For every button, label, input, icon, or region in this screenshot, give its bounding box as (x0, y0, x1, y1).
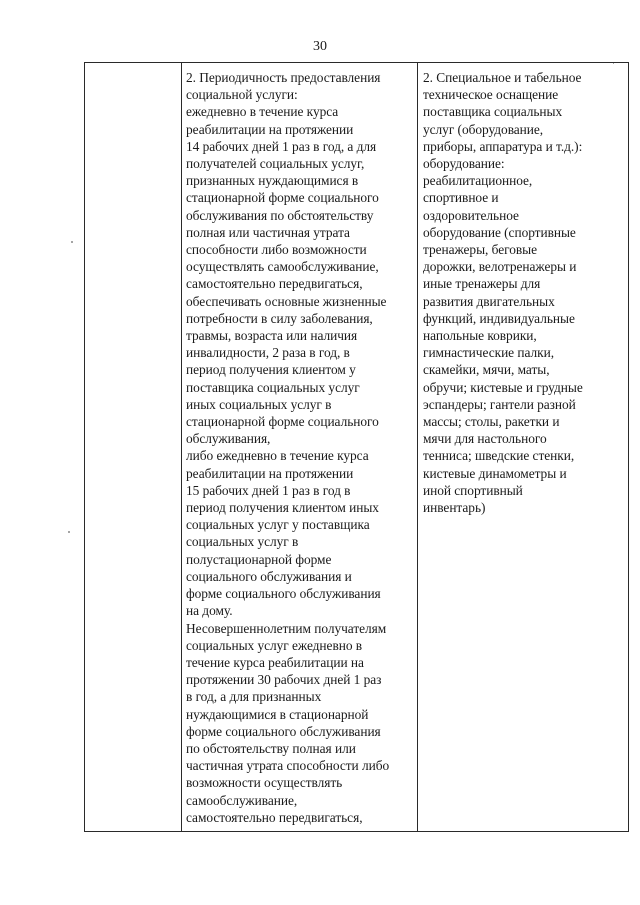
equipment-line: 2. Специальное и табельное (423, 70, 582, 85)
equipment-line: тренажеры, беговые (423, 242, 537, 258)
periodicity-line: частичная утрата способности либо (186, 758, 390, 774)
page-number: 30 (313, 39, 327, 54)
equipment-text (418, 63, 628, 516)
periodicity-line: социальных услуг у поставщика (186, 517, 370, 533)
periodicity-line: на дому. (186, 603, 233, 619)
periodicity-line: форме социального обслуживания (186, 586, 381, 602)
equipment-line: иной спортивный (423, 482, 523, 498)
periodicity-line: социальной услуги: (186, 87, 298, 103)
periodicity-line: ежедневно в течение курса (186, 104, 339, 120)
periodicity-line: обслуживания по обстоятельству (186, 207, 374, 223)
equipment-line: массы; столы, ракетки и (423, 414, 560, 430)
periodicity-line: признанных нуждающимися в (186, 173, 359, 189)
equipment-line: тенниса; шведские стенки, (423, 448, 575, 464)
periodicity-text (182, 63, 417, 826)
periodicity-line: реабилитации на протяжении (186, 121, 354, 137)
periodicity-line: социальных услуг ежедневно в (186, 637, 363, 653)
table-cell-equipment (418, 63, 629, 832)
periodicity-line: обеспечивать основные жизненные (186, 293, 387, 309)
periodicity-line: потребности в силу заболевания, (186, 310, 373, 326)
equipment-line: оборудование: (423, 156, 505, 172)
equipment-line: гимнастические палки, (423, 345, 554, 361)
periodicity-line: период получения клиентом иных (186, 500, 379, 516)
equipment-line: кистевые динамометры и (423, 465, 567, 481)
periodicity-line: осуществлять самообслуживание, (186, 259, 379, 275)
periodicity-line: стационарной форме социального (186, 414, 379, 430)
scan-speck (613, 63, 614, 64)
table-row (85, 63, 629, 832)
periodicity-line: по обстоятельству полная или (186, 740, 356, 756)
periodicity-line: реабилитации на протяжении (186, 465, 354, 481)
periodicity-line: нуждающимися в стационарной (186, 706, 369, 722)
periodicity-line: самостоятельно передвигаться, (186, 809, 363, 825)
equipment-line: услуг (оборудование, (423, 121, 544, 137)
equipment-line: развития двигательных (423, 293, 555, 309)
periodicity-line: самообслуживание, (186, 792, 298, 808)
equipment-line: скамейки, мячи, маты, (423, 362, 550, 378)
periodicity-line: способности либо возможности (186, 242, 367, 258)
periodicity-line: социальных услуг в (186, 534, 299, 550)
table-cell-empty (85, 63, 182, 832)
periodicity-line: социального обслуживания и (186, 568, 352, 584)
table-cell-periodicity (182, 63, 418, 832)
periodicity-line: обслуживания, (186, 431, 271, 447)
periodicity-line: 2. Периодичность предоставления (186, 70, 381, 85)
scan-speck (71, 241, 73, 243)
periodicity-line: травмы, возраста или наличия (186, 328, 358, 344)
periodicity-line: возможности осуществлять (186, 775, 343, 791)
periodicity-line: поставщика социальных услуг (186, 379, 360, 395)
equipment-line: дорожки, велотренажеры и (423, 259, 577, 275)
service-standard-table (84, 62, 629, 832)
equipment-line: обручи; кистевые и грудные (423, 379, 583, 395)
equipment-line: поставщика социальных (423, 104, 563, 120)
periodicity-line: самостоятельно передвигаться, (186, 276, 363, 292)
equipment-line: оздоровительное (423, 207, 519, 223)
equipment-line: иные тренажеры для (423, 276, 541, 292)
scan-speck (68, 531, 70, 533)
periodicity-line: Несовершеннолетним получателям (186, 620, 387, 636)
equipment-line: оборудование (спортивные (423, 224, 576, 240)
periodicity-line: полустационарной форме (186, 551, 332, 567)
periodicity-line: течение курса реабилитации на (186, 654, 364, 670)
equipment-line: приборы, аппаратура и т.д.): (423, 138, 583, 154)
equipment-line: мячи для настольного (423, 431, 547, 447)
periodicity-line: стационарной форме социального (186, 190, 379, 206)
equipment-line: инвентарь) (423, 500, 486, 516)
periodicity-line: 15 рабочих дней 1 раз в год в (186, 482, 351, 498)
periodicity-line: протяжении 30 рабочих дней 1 раз (186, 672, 382, 688)
periodicity-line: период получения клиентом у (186, 362, 356, 378)
equipment-line: эспандеры; гантели разной (423, 396, 576, 412)
periodicity-line: либо ежедневно в течение курса (186, 448, 369, 464)
periodicity-line: получателей социальных услуг, (186, 156, 365, 172)
periodicity-line: иных социальных услуг в (186, 396, 332, 412)
equipment-line: функций, индивидуальные (423, 310, 575, 326)
periodicity-line: полная или частичная утрата (186, 224, 350, 240)
equipment-line: напольные коврики, (423, 328, 537, 344)
periodicity-line: форме социального обслуживания (186, 723, 381, 739)
periodicity-line: в год, а для признанных (186, 689, 322, 705)
periodicity-line: инвалидности, 2 раза в год, в (186, 345, 350, 361)
periodicity-line: 14 рабочих дней 1 раз в год, а для (186, 138, 377, 154)
equipment-line: реабилитационное, (423, 173, 533, 189)
equipment-line: спортивное и (423, 190, 499, 206)
equipment-line: техническое оснащение (423, 87, 559, 103)
